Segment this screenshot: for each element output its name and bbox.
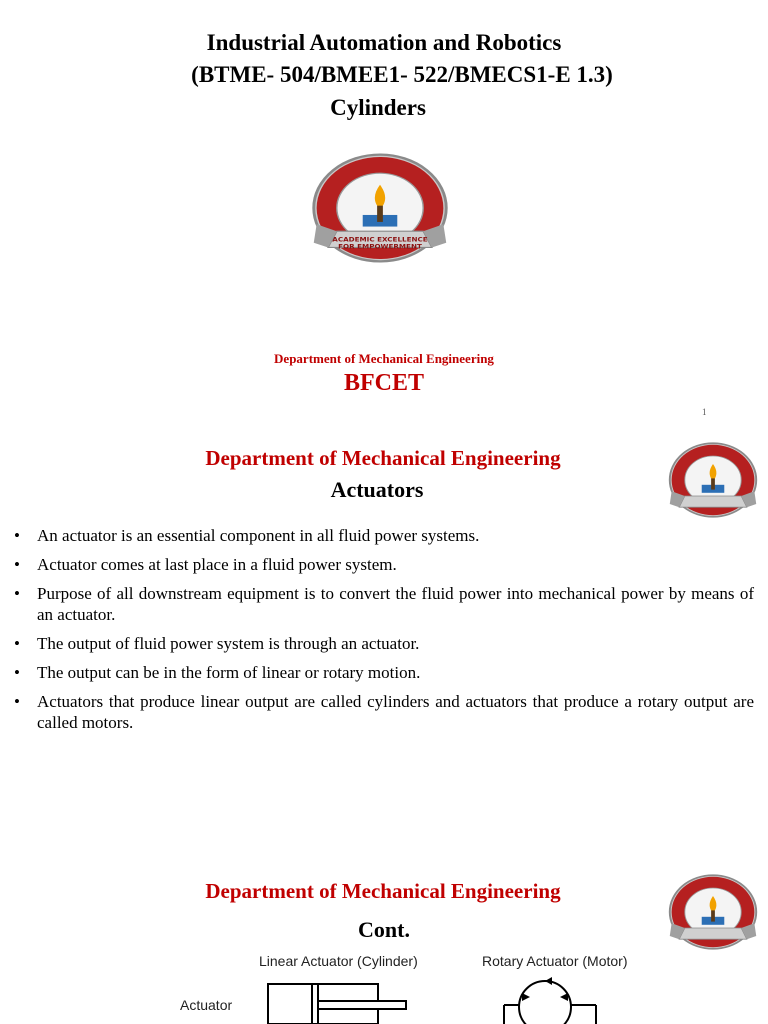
logo-banner-line2: FOR EMPOWERMENT [338,243,422,251]
bullet-item: • The output can be in the form of linear or rotary motion. [14,662,754,683]
actuator-row-label: Actuator [180,997,233,1013]
motor-symbol [500,975,610,1024]
college-logo [308,150,452,266]
bullet-item: • Purpose of all downstream equipment is to convert the fluid power into mechanical power by means of an actuator. [14,583,754,625]
slide3-heading: Cont. [358,917,410,942]
bullet-item: • Actuators that produce linear output are called cylinders and actuators that produce a rotary output are called motors. [14,691,754,733]
slide1-title-line2: (BTME- 504/BMEE1- 522/BMECS1-E 1.3) [191,62,613,87]
slide1-department: Department of Mechanical Engineering [274,351,494,366]
bullet-item: • The output of fluid power system is through an actuator. [14,633,754,654]
bullet-item: • An actuator is an essential component in all fluid power systems. [14,525,754,546]
bullet-item: • Actuator comes at last place in a fluid power system. [14,554,754,575]
linear-actuator-label: Linear Actuator (Cylinder) [259,953,418,969]
slide1-college: BFCET [343,370,424,396]
rotary-actuator-label: Rotary Actuator (Motor) [482,953,628,969]
slide2-logo [666,440,760,520]
slide3-logo [666,872,760,952]
slide1-title-line1: Industrial Automation and Robotics [206,30,562,55]
slide1-title-line3: Cylinders [330,95,426,120]
slide1-page-number: 1 [702,407,707,417]
logo-banner-line1: ACADEMIC EXCELLENCE [332,236,428,244]
cylinder-symbol [260,980,420,1024]
slide3-department: Department of Mechanical Engineering [205,879,561,903]
slide2-department: Department of Mechanical Engineering [205,446,561,470]
slide2-heading: Actuators [330,477,424,502]
slide2-bullet-list [14,525,754,741]
